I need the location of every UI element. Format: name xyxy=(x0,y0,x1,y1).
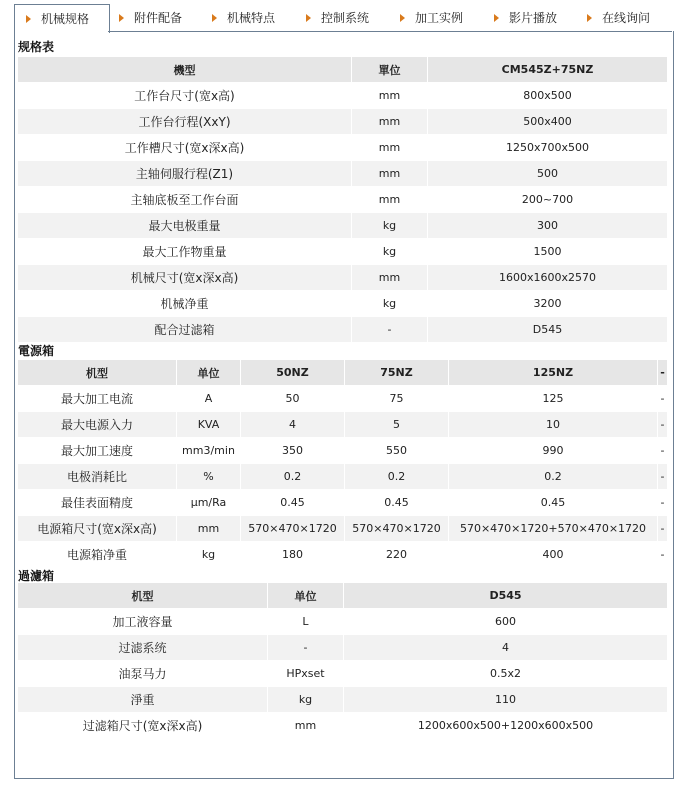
value-cell: 110 xyxy=(344,687,668,713)
value-cell: 0.2 xyxy=(345,464,449,490)
value-cell: 200~700 xyxy=(428,187,668,213)
unit-cell: mm xyxy=(352,109,428,135)
row-label: 工作台尺寸(宽x高) xyxy=(18,83,352,109)
table-row xyxy=(18,317,668,343)
arrow-right-icon xyxy=(587,14,592,22)
row-label: 机械净重 xyxy=(18,291,352,317)
value-cell: 500 xyxy=(428,161,668,187)
table-row xyxy=(18,161,668,187)
value-cell: 125 xyxy=(449,386,658,412)
table-row xyxy=(18,516,668,542)
row-label: 过滤箱尺寸(宽x深x高) xyxy=(18,713,268,739)
unit-cell: HPxset xyxy=(268,661,344,687)
header-cell: 單位 xyxy=(352,57,428,83)
header-cell: 125NZ xyxy=(449,360,658,386)
table-row xyxy=(18,490,668,516)
unit-cell: kg xyxy=(352,291,428,317)
value-cell: 500x400 xyxy=(428,109,668,135)
value-cell: 0.2 xyxy=(449,464,658,490)
value-cell: 1200x600x500+1200x600x500 xyxy=(344,713,668,739)
row-label: 最大电源入力 xyxy=(18,412,177,438)
value-cell: 220 xyxy=(345,542,449,568)
table-row xyxy=(18,438,668,464)
table-row xyxy=(18,386,668,412)
unit-cell: mm xyxy=(352,187,428,213)
table-row xyxy=(18,635,668,661)
tab-inquiry[interactable] xyxy=(576,4,672,32)
value-cell: 800x500 xyxy=(428,83,668,109)
value-cell: 990 xyxy=(449,438,658,464)
table-row xyxy=(18,687,668,713)
row-label: 主轴伺服行程(Z1) xyxy=(18,161,352,187)
row-label: 工作槽尺寸(宽x深x高) xyxy=(18,135,352,161)
value-cell: 600 xyxy=(344,609,668,635)
arrow-right-icon xyxy=(212,14,217,22)
row-label: 最大加工电流 xyxy=(18,386,177,412)
value-cell: 0.2 xyxy=(241,464,345,490)
value-cell: 0.45 xyxy=(241,490,345,516)
section-title-filter: 過濾箱 xyxy=(18,569,55,583)
tab-label: 机械特点 xyxy=(227,11,276,25)
header-cell: CM545Z+75NZ xyxy=(428,57,668,83)
row-label: 工作台行程(XxY) xyxy=(18,109,352,135)
value-cell: - xyxy=(658,490,668,516)
arrow-right-icon xyxy=(400,14,405,22)
unit-cell: mm3/min xyxy=(177,438,241,464)
tab-label: 在线询问 xyxy=(602,11,651,25)
row-label: 淨重 xyxy=(18,687,268,713)
value-cell: - xyxy=(658,464,668,490)
arrow-right-icon xyxy=(119,14,124,22)
tab-machine-spec[interactable] xyxy=(14,4,110,33)
table-row xyxy=(18,239,668,265)
row-label: 主轴底板至工作台面 xyxy=(18,187,352,213)
unit-cell: % xyxy=(177,464,241,490)
unit-cell: A xyxy=(177,386,241,412)
tab-label: 机械规格 xyxy=(41,12,90,26)
table-row xyxy=(18,187,668,213)
table-row xyxy=(18,109,668,135)
table-header xyxy=(18,57,668,83)
value-cell: - xyxy=(658,516,668,542)
header-cell: 機型 xyxy=(18,57,352,83)
value-cell: 10 xyxy=(449,412,658,438)
value-cell: - xyxy=(658,542,668,568)
arrow-right-icon xyxy=(494,14,499,22)
arrow-right-icon xyxy=(26,15,31,23)
row-label: 电极消耗比 xyxy=(18,464,177,490)
value-cell: 50 xyxy=(241,386,345,412)
filter-table xyxy=(18,583,668,739)
value-cell: 4 xyxy=(241,412,345,438)
arrow-right-icon xyxy=(306,14,311,22)
unit-cell: mm xyxy=(268,713,344,739)
value-cell: - xyxy=(658,412,668,438)
table-row xyxy=(18,542,668,568)
unit-cell: - xyxy=(352,317,428,343)
unit-cell: L xyxy=(268,609,344,635)
header-cell: 单位 xyxy=(268,583,344,609)
value-cell: 0.45 xyxy=(449,490,658,516)
tab-bar xyxy=(10,4,678,32)
tab-accessories[interactable] xyxy=(108,4,202,32)
value-cell: 570×470×1720+570×470×1720 xyxy=(449,516,658,542)
value-cell: 0.45 xyxy=(345,490,449,516)
value-cell: 350 xyxy=(241,438,345,464)
row-label: 电源箱净重 xyxy=(18,542,177,568)
row-label: 最佳表面精度 xyxy=(18,490,177,516)
header-cell: 机型 xyxy=(18,583,268,609)
value-cell: 570×470×1720 xyxy=(241,516,345,542)
table-row xyxy=(18,464,668,490)
table-row xyxy=(18,609,668,635)
value-cell: 300 xyxy=(428,213,668,239)
unit-cell: kg xyxy=(352,213,428,239)
row-label: 过滤系统 xyxy=(18,635,268,661)
unit-cell: kg xyxy=(177,542,241,568)
tab-examples[interactable] xyxy=(389,4,483,32)
value-cell: 1600x1600x2570 xyxy=(428,265,668,291)
row-label: 最大工作物重量 xyxy=(18,239,352,265)
value-cell: 5 xyxy=(345,412,449,438)
power-table xyxy=(18,360,668,568)
row-label: 最大加工速度 xyxy=(18,438,177,464)
value-cell: 400 xyxy=(449,542,658,568)
header-cell: 机型 xyxy=(18,360,177,386)
value-cell: - xyxy=(658,438,668,464)
table-row xyxy=(18,83,668,109)
unit-cell: mm xyxy=(352,135,428,161)
tab-label: 附件配备 xyxy=(134,11,183,25)
table-row xyxy=(18,213,668,239)
unit-cell: mm xyxy=(352,161,428,187)
value-cell: 550 xyxy=(345,438,449,464)
section-title-spec: 规格表 xyxy=(18,40,55,54)
value-cell: D545 xyxy=(428,317,668,343)
table-row xyxy=(18,291,668,317)
unit-cell: KVA xyxy=(177,412,241,438)
value-cell: - xyxy=(658,386,668,412)
unit-cell: kg xyxy=(352,239,428,265)
value-cell: 570×470×1720 xyxy=(345,516,449,542)
section-title-power: 電源箱 xyxy=(18,344,55,358)
table-row xyxy=(18,412,668,438)
header-cell: D545 xyxy=(344,583,668,609)
unit-cell: μm/Ra xyxy=(177,490,241,516)
value-cell: 0.5x2 xyxy=(344,661,668,687)
value-cell: 3200 xyxy=(428,291,668,317)
table-row xyxy=(18,661,668,687)
row-label: 油泵马力 xyxy=(18,661,268,687)
row-label: 最大电极重量 xyxy=(18,213,352,239)
tab-label: 影片播放 xyxy=(509,11,558,25)
unit-cell: mm xyxy=(352,83,428,109)
table-header xyxy=(18,360,668,386)
header-cell: 75NZ xyxy=(345,360,449,386)
value-cell: 75 xyxy=(345,386,449,412)
unit-cell: mm xyxy=(352,265,428,291)
row-label: 配合过滤箱 xyxy=(18,317,352,343)
header-cell: - xyxy=(658,360,668,386)
row-label: 电源箱尺寸(宽x深x高) xyxy=(18,516,177,542)
row-label: 加工液容量 xyxy=(18,609,268,635)
unit-cell: - xyxy=(268,635,344,661)
table-row xyxy=(18,713,668,739)
tab-label: 加工实例 xyxy=(415,11,464,25)
tab-video[interactable] xyxy=(483,4,577,32)
tab-label: 控制系统 xyxy=(321,11,370,25)
value-cell: 180 xyxy=(241,542,345,568)
unit-cell: mm xyxy=(177,516,241,542)
table-row xyxy=(18,265,668,291)
value-cell: 4 xyxy=(344,635,668,661)
tab-features[interactable] xyxy=(201,4,295,32)
value-cell: 1500 xyxy=(428,239,668,265)
value-cell: 1250x700x500 xyxy=(428,135,668,161)
row-label: 机械尺寸(宽x深x高) xyxy=(18,265,352,291)
spec-table xyxy=(18,57,668,343)
tab-control-system[interactable] xyxy=(295,4,389,32)
unit-cell: kg xyxy=(268,687,344,713)
header-cell: 单位 xyxy=(177,360,241,386)
table-header xyxy=(18,583,668,609)
table-row xyxy=(18,135,668,161)
header-cell: 50NZ xyxy=(241,360,345,386)
